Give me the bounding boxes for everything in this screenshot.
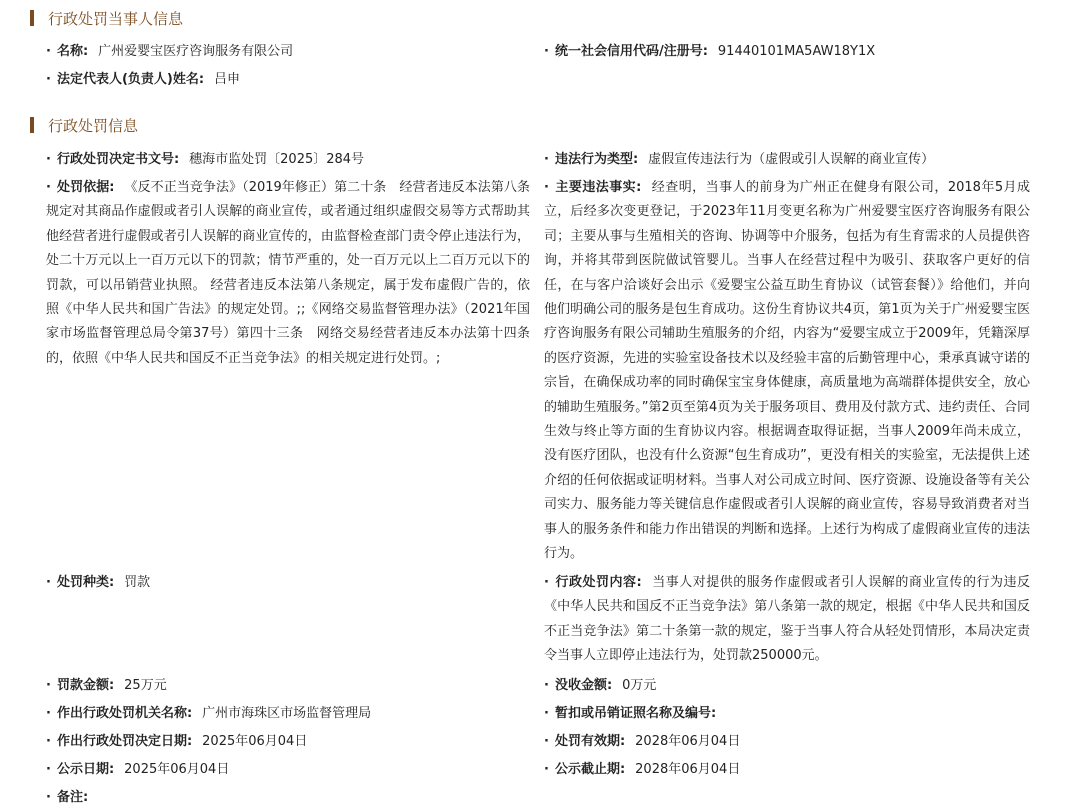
penalty-section-title xyxy=(30,115,138,135)
legal-rep-value: 吕申 xyxy=(214,72,241,87)
confiscation-value: 0万元 xyxy=(622,678,657,693)
decision-date-label: 作出行政处罚决定日期: xyxy=(56,734,193,749)
decision-date-row: · 作出行政处罚决定日期: 2025年06月04日 xyxy=(46,734,308,749)
penalty-basis-value: 《反不正当竞争法》（2019年修正）第二十条 经营者违反本法第八条规定对其商品作虚假或者引人误解的商业宣传，或者通过组织虚假交易等方式帮助其他经营者进行虚假或者引人误解的商业宣传的，由监督检查部门责令停止违法行为，处二十万元以上一百万元以下的罚款；情节严重的，处一百万元以上二百万元以下的罚款，可以吊销营业执照。 经营者违反本法第八条规定，属于发布虚假广告的，依照《中华人民共和国广告法》的规定处罚。;;《网络交易监督管理办法》（2021年国家市场监督管理总局令第37号）第四十三条 网络交易经营者违反本办法第十四条的，依照《中华人民共和国反不正当竞争法》的相关规定进行处罚。; xyxy=(46,180,530,366)
party-name-row: · 名称: 广州爱婴宝医疗咨询服务有限公司 xyxy=(46,44,294,59)
validity-label: 处罚有效期: xyxy=(554,734,626,749)
violation-facts-value: 经查明，当事人的前身为广州正在健身有限公司，2018年5月成立，后经多次变更登记，于2023年11月变更名称为广州爱婴宝医疗咨询服务有限公司；主要从事与生殖相关的咨询、协调等中介服务，包括为有生育需求的人员提供咨询，并将其带到医院做试管婴儿。当事人在经营过程中为吸引、获取客户更好的信任，在与客户洽谈好会出示《爱婴宝公益互助生育协议（试管套餐）》给他们，并向他们明确公司的服务是包生育成功。这份生育协议共4页，第1页为关于广州爱婴宝医疗咨询服务有限公司辅助生殖服务的介绍，内容为“爱婴宝成立于2009年，凭籍深厚的医疗资源，先进的实验室设备技术以及经验丰富的后勤管理中心，秉承真诚守诺的宗旨，在确保成功率的同时确保宝宝身体健康，高质量地为高端群体提供安全，放心的辅助生殖服务。”第2页至第4页为关于服务项目、费用及付款方式、违约责任、合同生效与终止等方面的生育协议内容。根据调查取得证据，当事人2009年尚未成立，没有医疗团队，也没有什么资源“包生育成功”，更没有相关的实验室，无法提供上述介绍的任何依据或证明材料。当事人对公司成立时间、医疗资源、设施设备等有关公司实力、服务能力等关键信息作虚假或者引人误解的商业宣传，容易导致消费者对当事人的服务条件和能力作出错误的判断和选择。上述行为构成了虚假商业宣传的违法行为。 xyxy=(544,180,1030,562)
penalty-content-value: 当事人对提供的服务作虚假或者引人误解的商业宣传的行为违反《中华人民共和国反不正当竞争法》第八条第一款的规定，根据《中华人民共和国反不正当竞争法》第二十条第一款的规定，鉴于当事人符合从轻处罚情形，本局决定责令当事人立即停止违法行为，处罚款250000元。 xyxy=(544,575,1030,664)
violation-type-row: · 违法行为类型: 虚假宣传违法行为（虚假或引人误解的商业宣传） xyxy=(544,152,935,167)
party-name-label: 名称: xyxy=(56,44,89,59)
authority-row: · 作出行政处罚机关名称: 广州市海珠区市场监督管理局 xyxy=(46,706,372,721)
credit-code-label: 统一社会信用代码/注册号: xyxy=(554,44,708,59)
party-name-value: 广州爱婴宝医疗咨询服务有限公司 xyxy=(98,44,294,59)
confiscation-row: · 没收金额: 0万元 xyxy=(544,678,657,693)
section-marker xyxy=(30,10,34,26)
section-marker xyxy=(30,117,34,133)
publish-date-label: 公示日期: xyxy=(56,762,115,777)
decision-date-value: 2025年06月04日 xyxy=(202,734,308,749)
fine-label: 罚款金额: xyxy=(56,678,115,693)
party-section-title xyxy=(30,8,183,28)
fine-value: 25万元 xyxy=(124,678,167,693)
authority-value: 广州市海珠区市场监督管理局 xyxy=(202,706,372,721)
violation-type-label: 违法行为类型: xyxy=(554,152,639,167)
publish-end-row: · 公示截止期: 2028年06月04日 xyxy=(544,762,741,777)
credit-code-value: 91440101MA5AW18Y1X xyxy=(717,44,876,59)
remark-label: 备注: xyxy=(56,790,89,805)
legal-rep-label: 法定代表人(负责人)姓名: xyxy=(56,72,205,87)
publish-date-value: 2025年06月04日 xyxy=(124,762,230,777)
violation-type-value: 虚假宣传违法行为（虚假或引人误解的商业宣传） xyxy=(648,152,935,167)
penalty-type-label: 处罚种类: xyxy=(56,575,115,590)
decision-no-value: 穗海市监处罚〔2025〕284号 xyxy=(189,152,365,167)
section-title-text: 行政处罚当事人信息 xyxy=(48,9,184,28)
section-title-text: 行政处罚信息 xyxy=(48,116,139,135)
legal-rep-row: · 法定代表人(负责人)姓名: 吕申 xyxy=(46,72,241,87)
authority-label: 作出行政处罚机关名称: xyxy=(56,706,193,721)
remark-row: · 备注: xyxy=(46,790,89,805)
penalty-type-row: · 处罚种类: 罚款 xyxy=(46,575,151,590)
validity-value: 2028年06月04日 xyxy=(635,734,741,749)
penalty-content-label: 行政处罚内容: xyxy=(554,575,642,590)
publish-end-label: 公示截止期: xyxy=(554,762,626,777)
credit-code-row: · 统一社会信用代码/注册号: 91440101MA5AW18Y1X xyxy=(544,44,876,59)
publish-end-value: 2028年06月04日 xyxy=(635,762,741,777)
license-row: · 暂扣或吊销证照名称及编号: xyxy=(544,706,717,721)
decision-no-label: 行政处罚决定书文号: xyxy=(56,152,180,167)
fine-row: · 罚款金额: 25万元 xyxy=(46,678,167,693)
validity-row: · 处罚有效期: 2028年06月04日 xyxy=(544,734,741,749)
penalty-content-block: · 行政处罚内容: 当事人对提供的服务作虚假或者引人误解的商业宣传的行为违反《中华人民共和国反不正当竞争法》第八条第一款的规定，根据《中华人民共和国反不正当竞争法》第二十条第一款的规定，鉴于当事人符合从轻处罚情形，本局决定责令当事人立即停止违法行为，处罚款250000元。 xyxy=(544,575,1030,664)
penalty-type-value: 罚款 xyxy=(124,575,151,590)
penalty-basis-label: 处罚依据: xyxy=(56,180,115,195)
penalty-basis-block: · 处罚依据: 《反不正当竞争法》（2019年修正）第二十条 经营者违反本法第八条规定对其商品作虚假或者引人误解的商业宣传，或者通过组织虚假交易等方式帮助其他经营者进行虚假或者引人误解的商业宣传的，由监督检查部门责令停止违法行为，处二十万元以上一百万元以下的罚款；情节严重的，处一百万元以上二百万元以下的罚款，可以吊销营业执照。 经营者违反本法第八条规定，属于发布虚假广告的，依照《中华人民共和国广告法》的规定处罚。;;《网络交易监督管理办法》（2021年国家市场监督管理总局令第37号）第四十三条 网络交易经营者违反本办法第十四条的，依照《中华人民共和国反不正当竞争法》的相关规定进行处罚。; xyxy=(46,180,530,366)
license-label: 暂扣或吊销证照名称及编号: xyxy=(554,706,717,721)
violation-facts-label: 主要违法事实: xyxy=(554,180,642,195)
publish-date-row: · 公示日期: 2025年06月04日 xyxy=(46,762,230,777)
confiscation-label: 没收金额: xyxy=(554,678,613,693)
decision-no-row: · 行政处罚决定书文号: 穗海市监处罚〔2025〕284号 xyxy=(46,152,365,167)
violation-facts-block: · 主要违法事实: 经查明，当事人的前身为广州正在健身有限公司，2018年5月成立，后经多次变更登记，于2023年11月变更名称为广州爱婴宝医疗咨询服务有限公司；主要从事与生殖相关的咨询、协调等中介服务，包括为有生育需求的人员提供咨询，并将其带到医院做试管婴儿。当事人在经营过程中为吸引、获取客户更好的信任，在与客户洽谈好会出示《爱婴宝公益互助生育协议（试管套餐）》给他们，并向他们明确公司的服务是包生育成功。这份生育协议共4页，第1页为关于广州爱婴宝医疗咨询服务有限公司辅助生殖服务的介绍，内容为“爱婴宝成立于2009年，凭籍深厚的医疗资源，先进的实验室设备技术以及经验丰富的后勤管理中心，秉承真诚守诺的宗旨，在确保成功率的同时确保宝宝身体健康，高质量地为高端群体提供安全，放心的辅助生殖服务。”第2页至第4页为关于服务项目、费用及付款方式、违约责任、合同生效与终止等方面的生育协议内容。根据调查取得证据，当事人2009年尚未成立，没有医疗团队，也没有什么资源“包生育成功”，更没有相关的实验室，无法提供上述介绍的任何依据或证明材料。当事人对公司成立时间、医疗资源、设施设备等有关公司实力、服务能力等关键信息作虚假或者引人误解的商业宣传，容易导致消费者对当事人的服务条件和能力作出错误的判断和选择。上述行为构成了虚假商业宣传的违法行为。 xyxy=(544,180,1030,562)
